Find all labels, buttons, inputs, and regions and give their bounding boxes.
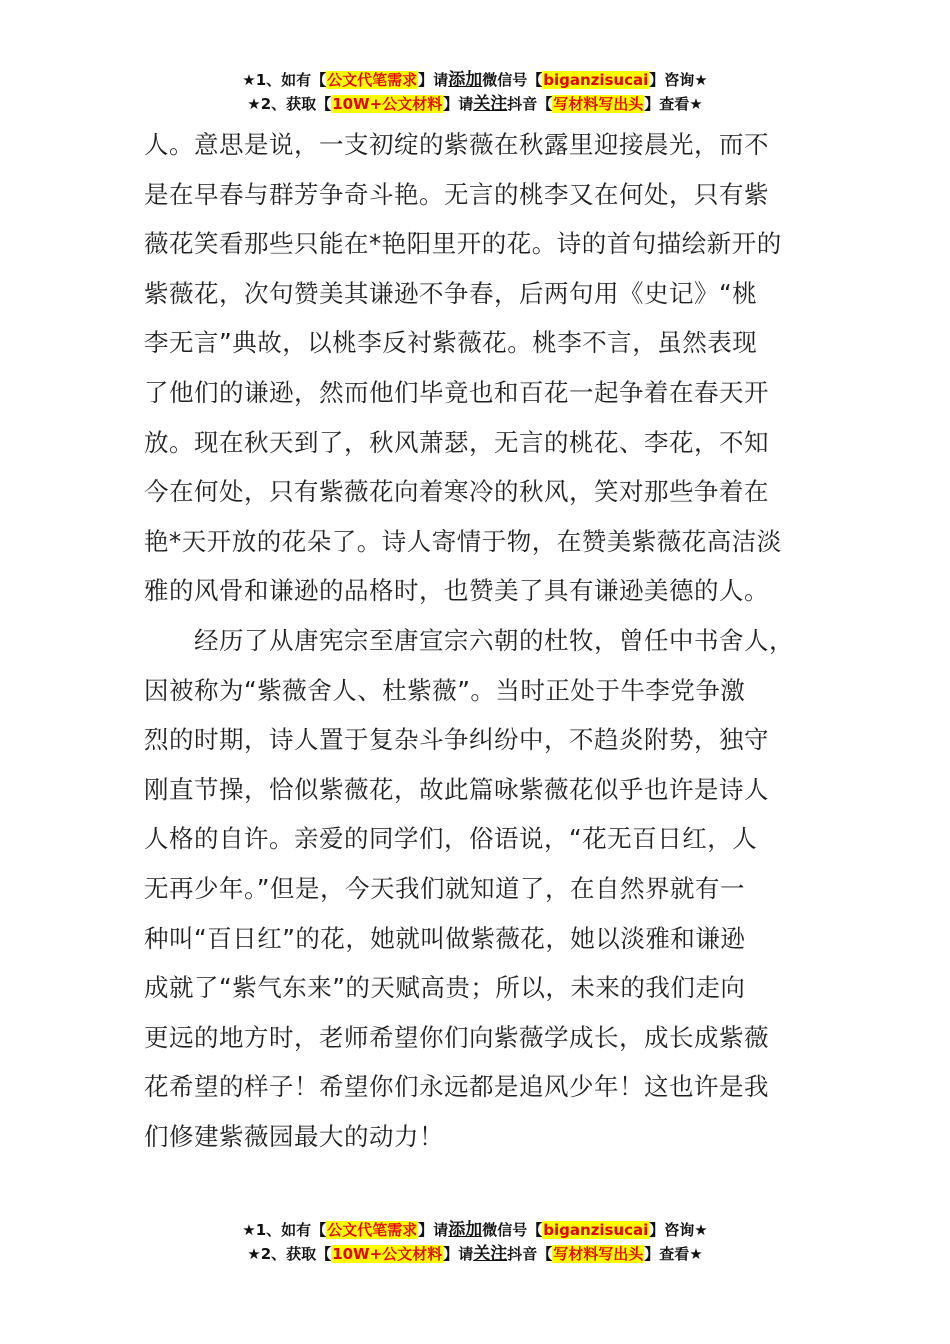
body-line: 花希望的样子！希望你们永远都是追风少年！这也许是我 xyxy=(144,1072,769,1102)
banner-highlight: 公文代笔需求 xyxy=(327,1221,418,1239)
body-line: 人格的自许。亲爱的同学们，俗语说，“花无百日红，人 xyxy=(144,824,758,854)
banner-underline: 关注 xyxy=(473,94,508,114)
banner-douyin-id: 写材料写出头 xyxy=(553,95,644,113)
body-line: 种叫“百日红”的花，她就叫做紫薇花，她以淡雅和谦逊 xyxy=(144,923,746,953)
banner-text: 】请 xyxy=(443,1245,474,1263)
body-line: 薇花笑看那些只能在*艳阳里开的花。诗的首句描绘新开的 xyxy=(144,229,782,259)
body-line: 无再少年。”但是，今天我们就知道了，在自然界就有一 xyxy=(144,873,745,903)
banner-text: ★2、获取【 xyxy=(247,95,332,113)
banner-text: 抖音【 xyxy=(507,95,553,113)
banner-text: ★1、如有【 xyxy=(242,1221,327,1239)
body-line: 刚直节操，恰似紫薇花，故此篇咏紫薇花似乎也许是诗人 xyxy=(144,774,769,804)
banner-line-1 xyxy=(0,1218,950,1242)
body-line: 人。意思是说，一支初绽的紫薇在秋露里迎接晨光，而不 xyxy=(144,130,769,159)
body-line: 们修建紫薇园最大的动力！ xyxy=(144,1121,444,1151)
body-line: 更远的地方时，老师希望你们向紫薇学成长，成长成紫薇 xyxy=(144,1022,769,1052)
banner-underline: 添加 xyxy=(448,70,483,90)
banner-line-2 xyxy=(0,1242,950,1266)
banner-wechat-id: biganzisucai xyxy=(543,71,649,89)
banner-text: 微信号【 xyxy=(482,71,543,89)
banner-text: 微信号【 xyxy=(482,1221,543,1239)
body-line: 放。现在秋天到了，秋风萧瑟，无言的桃花、李花，不知 xyxy=(144,427,769,457)
banner-text: ★2、获取【 xyxy=(247,1245,332,1263)
banner-text: 】查看★ xyxy=(644,95,703,113)
banner-text: 】请 xyxy=(418,1221,449,1239)
body-line: 因被称为“紫薇舍人、杜紫薇”。当时正处于牛李党争激 xyxy=(144,675,746,705)
banner-text: 】请 xyxy=(443,95,474,113)
banner-text: ★1、如有【 xyxy=(242,71,327,89)
banner-text: 】咨询★ xyxy=(649,71,708,89)
body-line: 了他们的谦逊，然而他们毕竟也和百花一起争着在春天开 xyxy=(144,377,769,407)
banner-underline: 添加 xyxy=(448,1220,483,1240)
banner-highlight: 公文代笔需求 xyxy=(327,71,418,89)
banner-text: 抖音【 xyxy=(507,1245,553,1263)
body-line: 是在早春与群芳争奇斗艳。无言的桃李又在何处，只有紫 xyxy=(144,179,769,209)
header-banner xyxy=(0,68,950,116)
banner-text: 】咨询★ xyxy=(649,1221,708,1239)
banner-highlight: 10W+公文材料 xyxy=(332,1245,443,1263)
body-line: 今在何处，只有紫薇花向着寒冷的秋风，笑对那些争着在 xyxy=(144,477,769,507)
banner-text: 】查看★ xyxy=(644,1245,703,1263)
footer-banner xyxy=(0,1218,950,1266)
body-line: 紫薇花，次句赞美其谦逊不争春，后两句用《史记》“桃 xyxy=(144,278,758,308)
banner-line-1 xyxy=(0,68,950,92)
banner-douyin-id: 写材料写出头 xyxy=(553,1245,644,1263)
banner-underline: 关注 xyxy=(473,1244,508,1264)
banner-line-2 xyxy=(0,92,950,116)
body-line: 经历了从唐宪宗至唐宣宗六朝的杜牧，曾任中书舍人， xyxy=(144,625,794,655)
banner-highlight: 10W+公文材料 xyxy=(332,95,443,113)
body-line: 李无言”典故，以桃李反衬紫薇花。桃李不言，虽然表现 xyxy=(144,328,758,358)
document-body xyxy=(144,120,808,1161)
body-line: 艳*天开放的花朵了。诗人寄情于物，在赞美紫薇花高洁淡 xyxy=(144,526,782,556)
body-line: 烈的时期，诗人置于复杂斗争纠纷中，不趋炎附势，独守 xyxy=(144,725,769,755)
body-line: 成就了“紫气东来”的天赋高贵；所以，未来的我们走向 xyxy=(144,973,746,1003)
banner-wechat-id: biganzisucai xyxy=(543,1221,649,1239)
banner-text: 】请 xyxy=(418,71,449,89)
body-line: 雅的风骨和谦逊的品格时，也赞美了具有谦逊美德的人。 xyxy=(144,576,769,606)
